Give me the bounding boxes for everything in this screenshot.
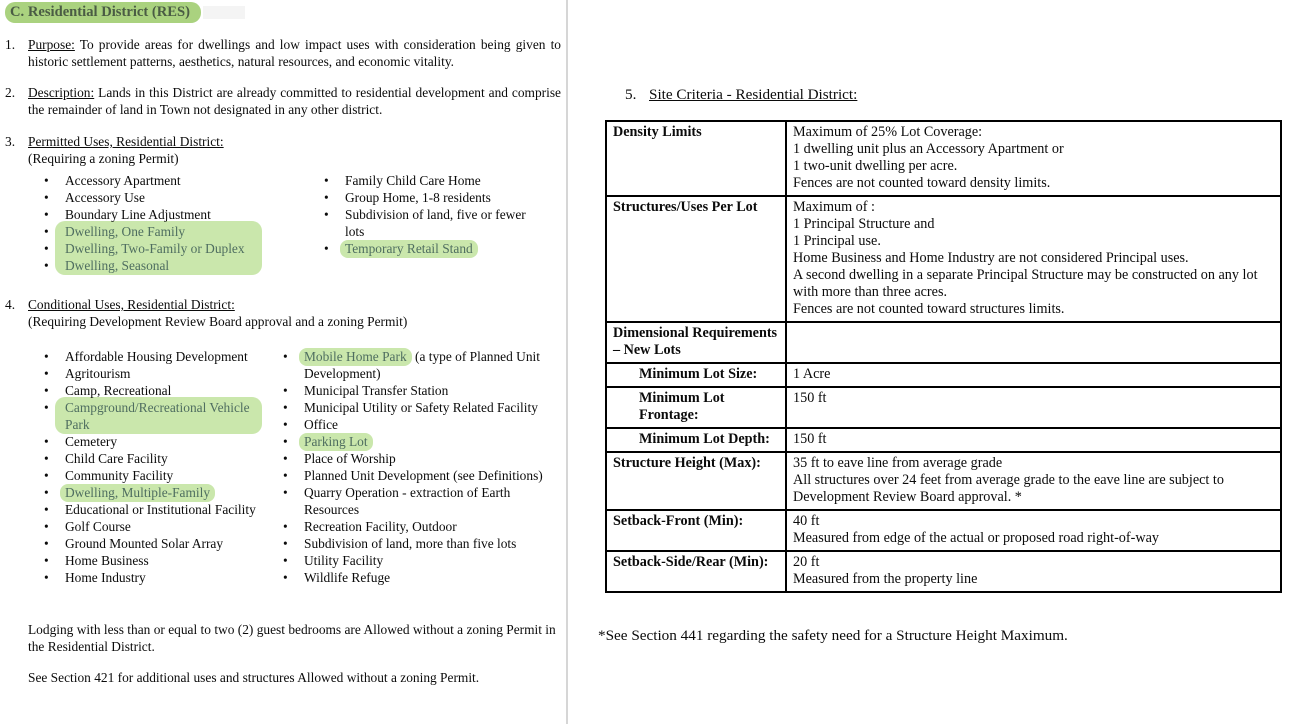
list-item: • Educational or Institutional Facility <box>38 501 277 518</box>
highlight-pill: Temporary Retail Stand <box>340 240 478 258</box>
list-item-highlighted: • Dwelling, Two-Family or Duplex <box>38 240 318 257</box>
row-label: Minimum Lot Depth: <box>606 428 786 452</box>
conditional-uses-number: 4. <box>5 297 16 312</box>
table-row-minimum-lot-frontage <box>606 387 1281 428</box>
row-label: Minimum Lot Size: <box>606 363 786 387</box>
table-row-minimum-lot-depth <box>606 428 1281 452</box>
list-item: • Agritourism <box>38 365 277 382</box>
list-item: • Family Child Care Home <box>318 172 540 189</box>
purpose-text: To provide areas for dwellings and low impact uses with consideration being given to historic settlement patterns, aesthetics, natural resources, and economic vitality. <box>28 37 561 69</box>
right-page-column <box>598 86 1288 644</box>
row-value: Maximum of 25% Lot Coverage: 1 dwelling unit plus an Accessory Apartment or 1 two-unit dwelling per acre. Fences are not counted toward density limits. <box>786 121 1281 196</box>
list-item-highlighted: • Dwelling, One Family <box>38 223 318 240</box>
column-divider <box>566 0 568 724</box>
list-item-highlighted <box>38 484 277 501</box>
list-item-highlighted <box>318 240 540 257</box>
permitted-uses-lists <box>5 172 561 274</box>
permitted-uses-list-left <box>38 172 318 274</box>
list-item: • Accessory Apartment <box>38 172 318 189</box>
list-item: • Community Facility <box>38 467 277 484</box>
section421-note: See Section 421 for additional uses and structures Allowed without a zoning Permit. <box>28 670 480 685</box>
list-item-rest: (a type of Planned Unit Development) <box>304 349 540 381</box>
row-value: 150 ft <box>786 428 1281 452</box>
row-value: 150 ft <box>786 387 1281 428</box>
highlight-pill: Mobile Home Park <box>299 348 412 366</box>
highlight-pill: Parking Lot <box>299 433 373 451</box>
list-item: • Home Industry <box>38 569 277 586</box>
row-label: Setback-Side/Rear (Min): <box>606 551 786 592</box>
purpose-number: 1. <box>5 37 16 52</box>
list-item: • Municipal Transfer Station <box>277 382 544 399</box>
description-item <box>5 84 561 118</box>
list-item: • Child Care Facility <box>38 450 277 467</box>
list-item: • Boundary Line Adjustment <box>38 206 318 223</box>
list-item: • Place of Worship <box>277 450 544 467</box>
permitted-uses-subheading: (Requiring a zoning Permit) <box>28 151 179 166</box>
header-row <box>5 2 561 23</box>
list-item: • Quarry Operation - extraction of Earth Resources <box>277 484 544 518</box>
highlighted-group-campground <box>38 399 277 433</box>
permitted-uses-heading: Permitted Uses, Residential District: <box>28 134 224 149</box>
list-item: • Home Business <box>38 552 277 569</box>
table-row-structure-height <box>606 452 1281 510</box>
conditional-uses-subheading: (Requiring Development Review Board approval and a zoning Permit) <box>28 314 408 329</box>
row-value: 20 ft Measured from the property line <box>786 551 1281 592</box>
purpose-label: Purpose: <box>28 37 75 52</box>
row-value <box>786 322 1281 363</box>
lodging-note: Lodging with less than or equal to two (2) guest bedrooms are Allowed without a zoning Permit in the Residential District. <box>28 622 556 654</box>
list-item: • Recreation Facility, Outdoor <box>277 518 544 535</box>
highlight-pill: Dwelling, Multiple-Family <box>60 484 215 502</box>
footnote: *See Section 441 regarding the safety need for a Structure Height Maximum. <box>598 627 1068 644</box>
permitted-uses-number: 3. <box>5 134 16 149</box>
table-row-density-limits <box>606 121 1281 196</box>
site-criteria-heading-row <box>625 86 1288 103</box>
row-label: Structure Height (Max): <box>606 452 786 510</box>
row-label: Minimum Lot Frontage: <box>606 387 786 428</box>
row-value: 1 Acre <box>786 363 1281 387</box>
table-row-setback-side-rear <box>606 551 1281 592</box>
table-row-setback-front <box>606 510 1281 551</box>
list-item: • Cemetery <box>38 433 277 450</box>
list-item: • Utility Facility <box>277 552 544 569</box>
purpose-item <box>5 36 561 70</box>
list-item: • Municipal Utility or Safety Related Facility <box>277 399 544 416</box>
table-row-dimensional-requirements <box>606 322 1281 363</box>
description-text: Lands in this District are already committed to residential development and comprise the remainder of land in Town not designated in any other district. <box>28 85 561 117</box>
row-value: 40 ft Measured from edge of the actual or proposed road right-of-way <box>786 510 1281 551</box>
site-criteria-table <box>605 120 1282 593</box>
list-item: • Planned Unit Development (see Definitions) <box>277 467 544 484</box>
list-item: • Ground Mounted Solar Array <box>38 535 277 552</box>
row-label: Setback-Front (Min): <box>606 510 786 551</box>
permitted-uses-list-right <box>318 172 540 274</box>
conditional-uses-list-left <box>38 348 277 586</box>
list-item: • Golf Course <box>38 518 277 535</box>
list-item-highlighted <box>277 348 544 382</box>
list-item: • Affordable Housing Development <box>38 348 277 365</box>
list-item: • Wildlife Refuge <box>277 569 544 586</box>
row-label: Dimensional Requirements – New Lots <box>606 322 786 363</box>
description-paragraph <box>28 84 561 118</box>
conditional-uses-list-right <box>277 348 544 586</box>
list-item: • Camp, Recreational <box>38 382 277 399</box>
row-label: Structures/Uses Per Lot <box>606 196 786 322</box>
permitted-uses-section <box>5 133 561 167</box>
list-item-highlighted: • Dwelling, Seasonal <box>38 257 318 274</box>
section-header: C. Residential District (RES) <box>5 2 201 23</box>
site-criteria-number: 5. <box>625 86 637 103</box>
table-row-minimum-lot-size <box>606 363 1281 387</box>
site-criteria-heading: Site Criteria - Residential District: <box>649 86 858 103</box>
purpose-paragraph <box>28 36 561 70</box>
highlighted-group-dwellings <box>38 223 318 274</box>
table-row-structures-per-lot <box>606 196 1281 322</box>
conditional-uses-section <box>5 296 561 330</box>
conditional-uses-lists <box>5 348 561 586</box>
list-item: • Subdivision of land, five or fewer lots <box>318 206 540 240</box>
row-label: Density Limits <box>606 121 786 196</box>
list-item: • Group Home, 1-8 residents <box>318 189 540 206</box>
left-page-column <box>5 2 561 686</box>
list-item-highlighted <box>277 433 544 450</box>
list-item: • Subdivision of land, more than five lots <box>277 535 544 552</box>
row-value: Maximum of : 1 Principal Structure and 1 Principal use. Home Business and Home Industry are not considered Principal uses. A second dwelling in a separate Principal Structure may be constructed on any lot with more than three acres. Fences are not counted toward structures limits. <box>786 196 1281 322</box>
list-item: • Accessory Use <box>38 189 318 206</box>
conditional-uses-heading: Conditional Uses, Residential District: <box>28 297 235 312</box>
list-item: • Office <box>277 416 544 433</box>
list-item-highlighted: • Campground/Recreational Vehicle Park <box>38 399 277 433</box>
description-number: 2. <box>5 85 16 100</box>
description-label: Description: <box>28 85 95 100</box>
header-artifact <box>203 6 245 19</box>
row-value: 35 ft to eave line from average grade All structures over 24 feet from average grade to the eave line are subject to Development Review Board approval. * <box>786 452 1281 510</box>
